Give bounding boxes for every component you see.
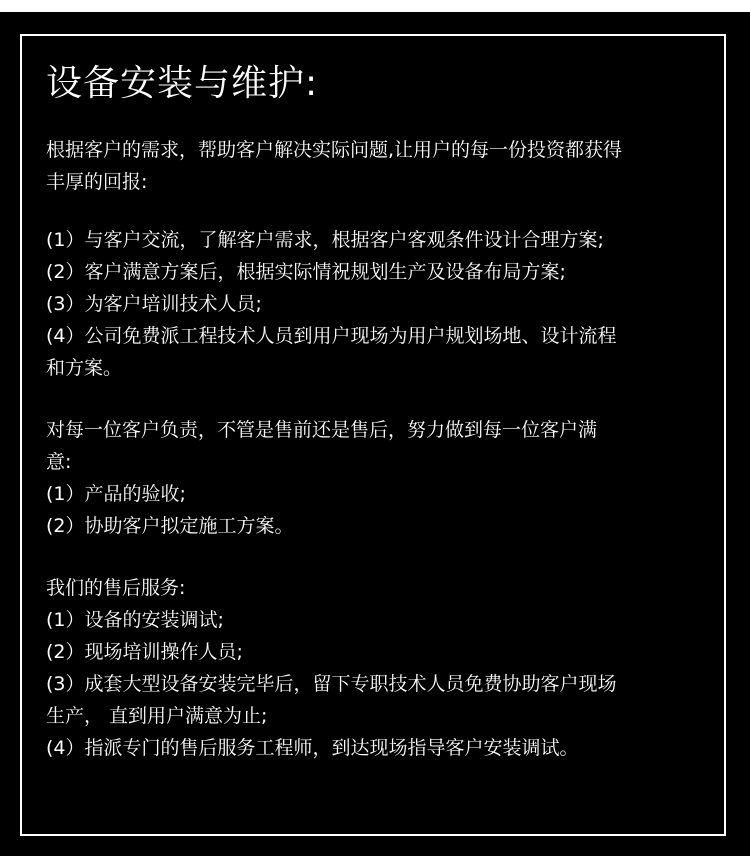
text-line: 对每一位客户负责，不管是售前还是售后，努力做到每一位客户满 — [46, 419, 598, 441]
intro-paragraph — [46, 134, 706, 198]
list-item: (2）客户满意方案后，根据实际情祝规划生产及设备布局方案; — [46, 261, 566, 283]
section-heading: 我们的售后服务: — [46, 577, 186, 599]
text-line: 根据客户的需求，帮助客户解决实际问题,让用户的每一份投资都获得 — [46, 139, 623, 161]
list-item: 和方案。 — [46, 357, 123, 379]
responsibility-section — [46, 414, 706, 542]
list-item: (1）产品的验收; — [46, 483, 186, 505]
list-item: (1）与客户交流，了解客户需求，根据客户客观条件设计合理方案; — [46, 229, 604, 251]
list-item: (4）指派专门的售后服务工程师，到达现场指导客户安装调试。 — [46, 737, 579, 759]
body-text — [46, 134, 706, 764]
list-item: (3）成套大型设备安装完毕后，留下专职技术人员免费协助客户现场 — [46, 673, 617, 695]
list-item: (4）公司免费派工程技术人员到用户现场为用户规划场地、设计流程 — [46, 325, 617, 347]
list-item: 生产， 直到用户满意为止; — [46, 705, 268, 727]
after-sales-section — [46, 572, 706, 764]
list-item: (3）为客户培训技术人员; — [46, 293, 262, 315]
text-line: 丰厚的回报: — [46, 171, 148, 193]
list-item: (2）协助客户拟定施工方案。 — [46, 515, 294, 537]
list-item: (2）现场培训操作人员; — [46, 641, 243, 663]
list-item: (1）设备的安装调试; — [46, 609, 224, 631]
text-line: 意: — [46, 451, 72, 473]
consultation-list — [46, 224, 706, 384]
page-title: 设备安装与维护: — [46, 63, 319, 104]
